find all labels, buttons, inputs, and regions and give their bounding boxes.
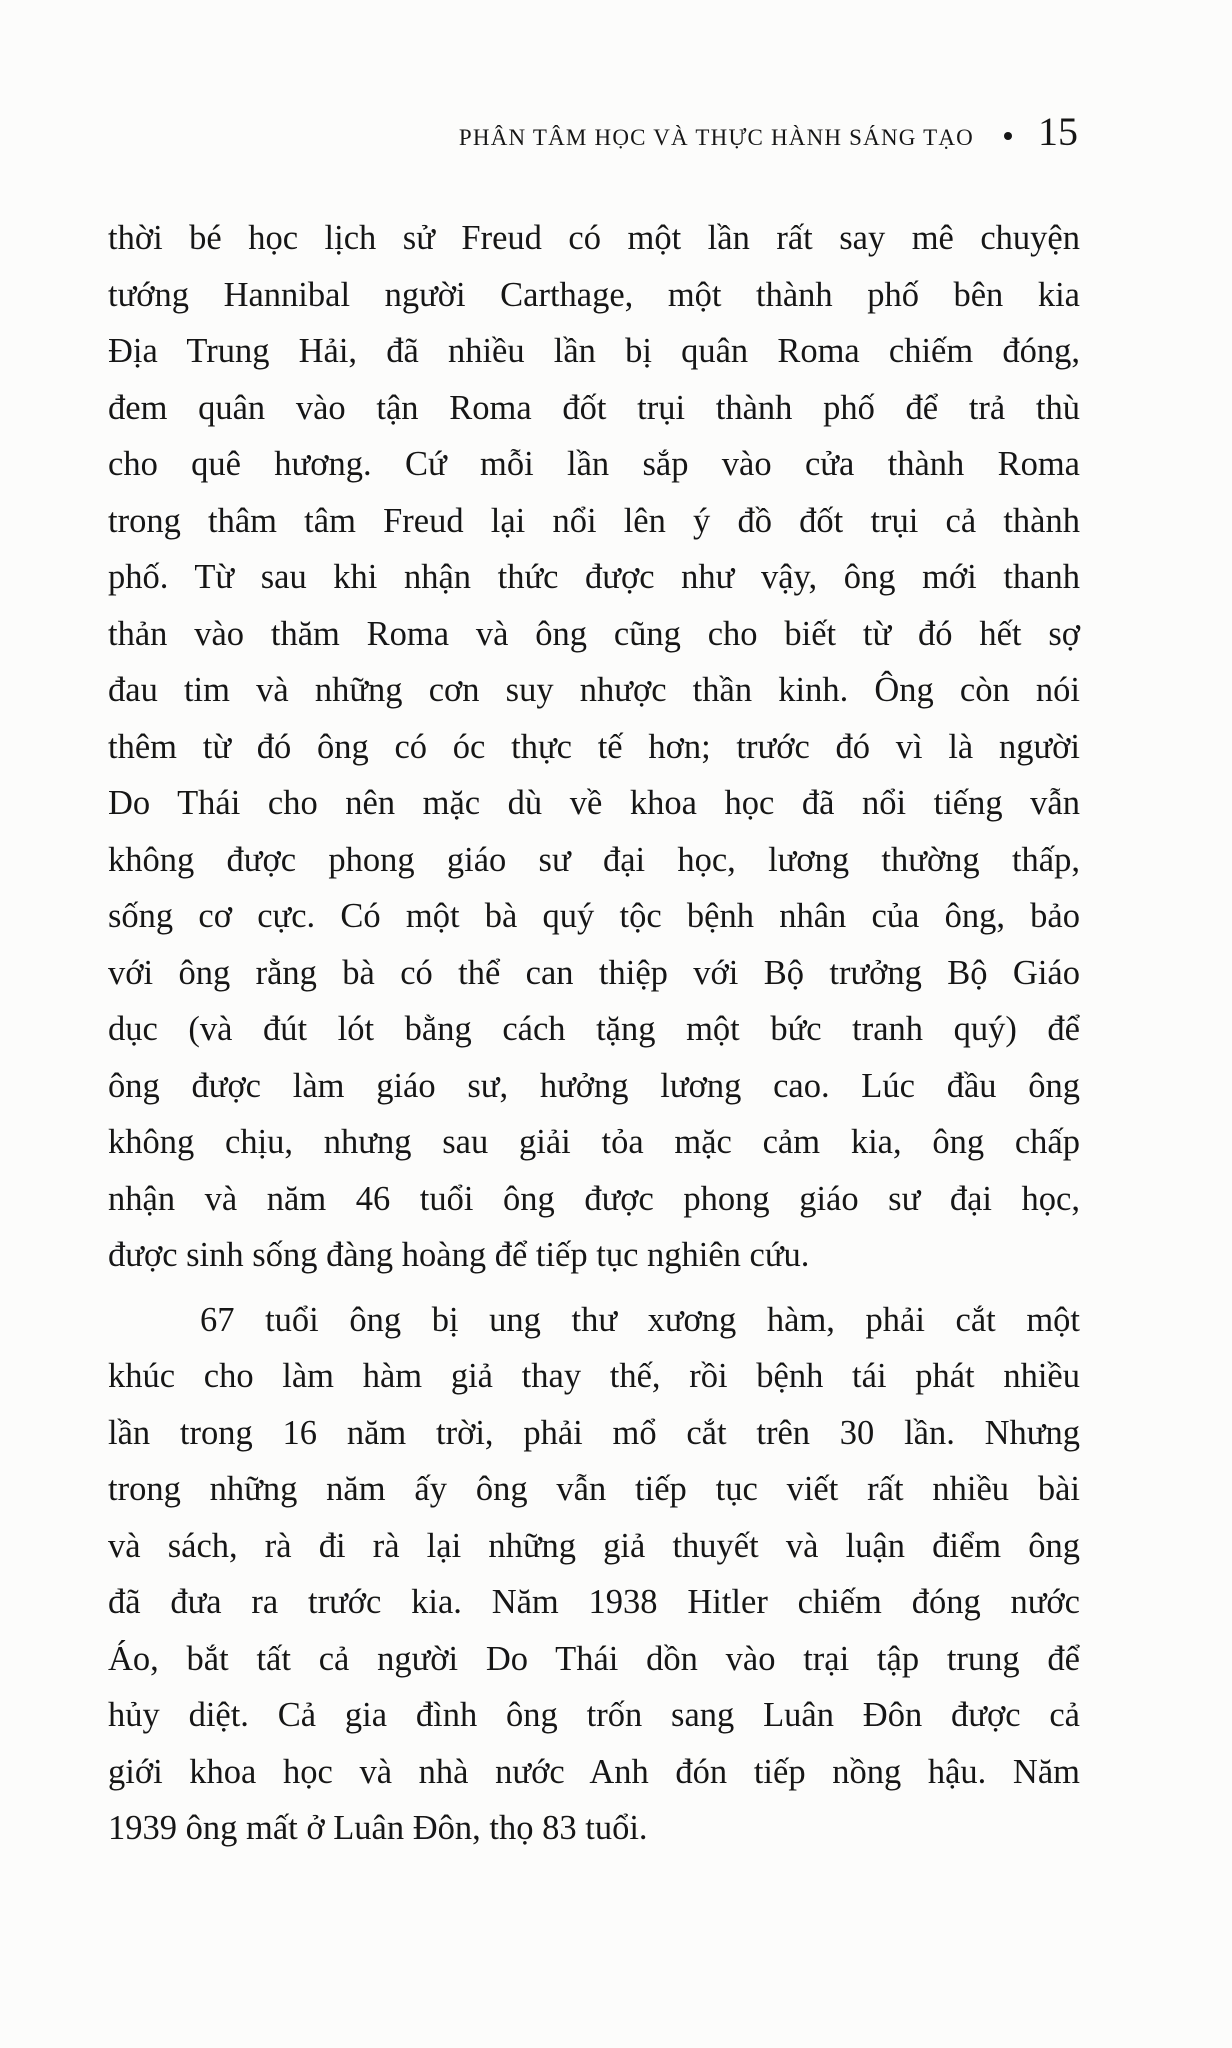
text-line: thời bé học lịch sử Freud có một lần rất say mê chuyện <box>108 219 1080 257</box>
text-line: Địa Trung Hải, đã nhiều lần bị quân Roma chiếm đóng, <box>108 332 1080 370</box>
body-text <box>108 210 1080 1857</box>
page-number: 15 <box>1038 109 1078 154</box>
text-line: đem quân vào tận Roma đốt trụi thành phố để trả thù <box>108 388 1080 427</box>
bullet-separator-icon <box>1004 132 1012 140</box>
text-line: với ông rằng bà có thể can thiệp với Bộ trưởng Bộ Giáo <box>108 953 1080 992</box>
text-line: ông được làm giáo sư, hưởng lương cao. Lúc đầu ông <box>108 1066 1080 1105</box>
text-line: 1939 ông mất ở Luân Đôn, thọ 83 tuổi. <box>108 1809 648 1847</box>
text-line: thản vào thăm Roma và ông cũng cho biết từ đó hết sợ <box>108 614 1080 653</box>
text-line: phố. Từ sau khi nhận thức được như vậy, ông mới thanh <box>108 558 1080 596</box>
text-line: trong những năm ấy ông vẫn tiếp tục viết rất nhiều bài <box>108 1470 1080 1508</box>
text-line: không được phong giáo sư đại học, lương thường thấp, <box>108 840 1080 879</box>
paragraph-1 <box>108 210 1080 1284</box>
text-line: cho quê hương. Cứ mỗi lần sắp vào cửa thành Roma <box>108 445 1080 483</box>
text-line: không chịu, nhưng sau giải tỏa mặc cảm kia, ông chấp <box>108 1123 1080 1161</box>
text-line: khúc cho làm hàm giả thay thế, rồi bệnh tái phát nhiều <box>108 1357 1080 1395</box>
text-line: thêm từ đó ông có óc thực tế hơn; trước đó vì là người <box>108 727 1080 766</box>
text-line: Áo, bắt tất cả người Do Thái dồn vào trại tập trung để <box>108 1639 1080 1678</box>
paragraph-2 <box>108 1292 1080 1857</box>
text-line: hủy diệt. Cả gia đình ông trốn sang Luân Đôn được cả <box>108 1696 1080 1734</box>
text-line: trong thâm tâm Freud lại nổi lên ý đồ đốt trụi cả thành <box>108 501 1080 540</box>
text-line: được sinh sống đàng hoàng để tiếp tục nghiên cứu. <box>108 1236 810 1274</box>
text-line: lần trong 16 năm trời, phải mổ cắt trên 30 lần. Nhưng <box>108 1413 1080 1452</box>
running-header <box>459 108 1078 155</box>
text-line: Do Thái cho nên mặc dù về khoa học đã nổi tiếng vẫn <box>108 784 1080 822</box>
text-line: đã đưa ra trước kia. Năm 1938 Hitler chiếm đóng nước <box>108 1583 1080 1621</box>
text-line: và sách, rà đi rà lại những giả thuyết và luận điểm ông <box>108 1526 1080 1565</box>
text-line: nhận và năm 46 tuổi ông được phong giáo sư đại học, <box>108 1179 1080 1218</box>
text-line: giới khoa học và nhà nước Anh đón tiếp nồng hậu. Năm <box>108 1752 1080 1791</box>
text-line: đau tim và những cơn suy nhược thần kinh. Ông còn nói <box>108 671 1080 709</box>
text-line: sống cơ cực. Có một bà quý tộc bệnh nhân của ông, bảo <box>108 897 1080 935</box>
text-line: tướng Hannibal người Carthage, một thành phố bên kia <box>108 275 1080 314</box>
text-line: dục (và đút lót bằng cách tặng một bức tranh quý) để <box>108 1010 1080 1048</box>
text-line: 67 tuổi ông bị ung thư xương hàm, phải cắt một <box>200 1300 1080 1339</box>
running-title: PHÂN TÂM HỌC VÀ THỰC HÀNH SÁNG TẠO <box>458 125 974 150</box>
